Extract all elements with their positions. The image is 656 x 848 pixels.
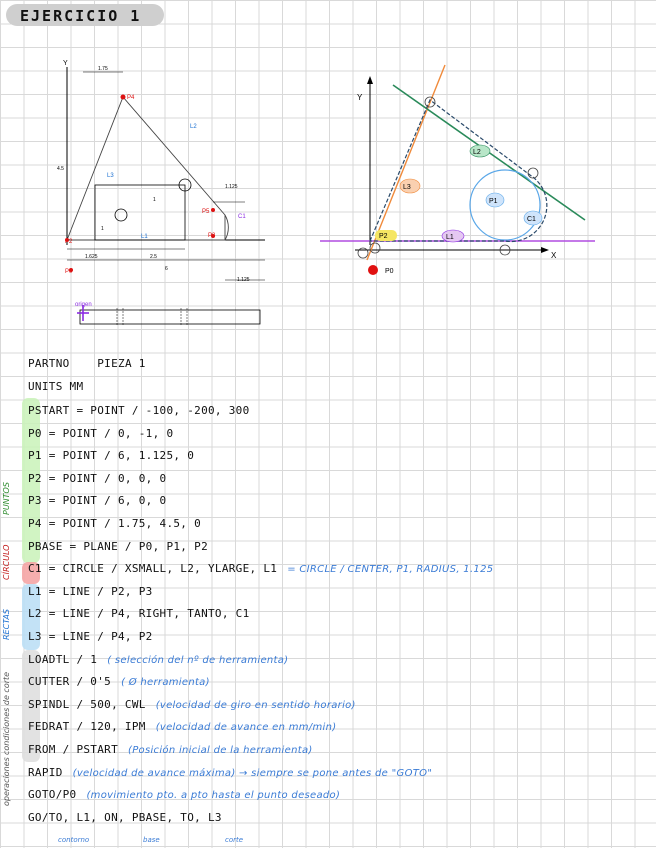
program-code: L1 = LINE / P2, P3 bbox=[28, 584, 153, 598]
title-highlight bbox=[6, 4, 164, 26]
dim-175: 1.75 bbox=[98, 66, 108, 72]
label-c1: C1 bbox=[238, 214, 246, 220]
inner-rect bbox=[95, 185, 185, 240]
program-code: FROM / PSTART bbox=[28, 743, 118, 756]
program-line bbox=[28, 675, 210, 688]
label-c1-right: C1 bbox=[527, 216, 536, 223]
program-code: PBASE = PLANE / P0, P1, P2 bbox=[28, 539, 208, 553]
program-line bbox=[28, 494, 176, 507]
program-line bbox=[28, 404, 260, 417]
label-p0: P0 bbox=[65, 269, 73, 275]
dim-1b: 1 bbox=[101, 226, 104, 232]
program-note: ( Ø herramienta) bbox=[121, 677, 210, 689]
label-l3: L3 bbox=[107, 173, 114, 179]
program-line bbox=[28, 472, 176, 485]
tool-path bbox=[370, 100, 547, 241]
units-line: UNITS MM bbox=[28, 380, 84, 393]
left-drawing bbox=[55, 55, 285, 335]
program-line bbox=[28, 449, 204, 462]
side-label-puntos: PUNTOS bbox=[2, 482, 11, 515]
program-note: (velocidad de giro en sentido horario) bbox=[155, 699, 356, 711]
under-label-base: base bbox=[143, 836, 160, 844]
program-note: ( selección del nº de herramienta) bbox=[107, 654, 289, 666]
program-line bbox=[28, 788, 340, 801]
program-code: P2 = POINT / 0, 0, 0 bbox=[28, 471, 167, 485]
program-code: CUTTER / 0'5 bbox=[28, 675, 112, 689]
program-line bbox=[28, 517, 211, 530]
label-l1: L1 bbox=[141, 234, 148, 240]
program-line bbox=[28, 585, 163, 598]
program-line bbox=[28, 630, 163, 643]
dim-1625: 1.625 bbox=[85, 254, 98, 260]
point-p5 bbox=[211, 208, 215, 212]
program-line bbox=[28, 653, 288, 666]
side-label-condiciones: condiciones de corte bbox=[2, 671, 11, 755]
circle-c1-path bbox=[470, 170, 540, 240]
program-code: RAPID bbox=[28, 765, 63, 779]
program-code: SPINDL / 500, CWL bbox=[28, 697, 146, 711]
side-label-operaciones: operaciones bbox=[2, 757, 11, 806]
program-line bbox=[28, 811, 232, 824]
program-note: (movimiento pto. a pto hasta el punto deseado) bbox=[86, 790, 341, 802]
program-code: PSTART = POINT / -100, -200, 300 bbox=[28, 404, 250, 417]
program-line bbox=[28, 427, 183, 440]
program-code: GOTO/P0 bbox=[28, 788, 77, 802]
program-line bbox=[28, 562, 493, 575]
program-code: L3 = LINE / P4, P2 bbox=[28, 630, 153, 643]
part-arc bbox=[225, 215, 228, 240]
dim-1125a: 1.125 bbox=[225, 184, 238, 190]
partno-line: PARTNO PIEZA 1 bbox=[28, 357, 146, 370]
program-code: LOADTL / 1 bbox=[28, 652, 98, 666]
right-y-axis-label: Y bbox=[357, 93, 363, 102]
program-note: = CIRCLE / CENTER, P1, RADIUS, 1.125 bbox=[287, 564, 494, 576]
label-l3-right: L3 bbox=[403, 184, 411, 191]
origin-label: origen bbox=[75, 302, 92, 308]
program-code: P4 = POINT / 1.75, 4.5, 0 bbox=[28, 517, 202, 530]
side-view bbox=[80, 310, 260, 324]
dim-1a: 1 bbox=[153, 197, 156, 203]
label-l2: L2 bbox=[190, 124, 197, 130]
point-p4 bbox=[121, 95, 126, 100]
label-p5: P5 bbox=[202, 209, 210, 215]
left-y-axis-label: Y bbox=[63, 60, 68, 67]
label-l1-right: L1 bbox=[446, 234, 454, 241]
label-p3: P3 bbox=[208, 233, 216, 239]
side-label-circulo: CÍRCULO bbox=[2, 544, 11, 580]
label-p1-right: P1 bbox=[489, 198, 498, 205]
dim-25: 2.5 bbox=[150, 254, 157, 260]
program-note: (Posición inicial de la herramienta) bbox=[128, 745, 313, 756]
program-line bbox=[28, 607, 260, 620]
side-label-rectas: RECTAS bbox=[2, 609, 11, 640]
label-p2: P2 bbox=[65, 239, 73, 245]
page-title: EJERCICIO 1 bbox=[20, 7, 142, 25]
hole-small bbox=[115, 209, 127, 221]
program-note: (velocidad de avance máxima) → siempre se pone antes de "GOTO" bbox=[72, 767, 433, 779]
label-p2-right: P2 bbox=[379, 233, 388, 240]
dim-6: 6 bbox=[165, 266, 168, 272]
label-p0-right: P0 bbox=[385, 268, 394, 275]
program-line bbox=[28, 540, 218, 553]
program-line bbox=[28, 743, 313, 756]
program-code: P3 = POINT / 6, 0, 0 bbox=[28, 494, 167, 508]
under-label-contorno: contorno bbox=[58, 836, 90, 844]
under-label-corte: corte bbox=[225, 836, 244, 844]
program-code: P1 = POINT / 6, 1.125, 0 bbox=[28, 449, 195, 463]
program-code: C1 = CIRCLE / XSMALL, L2, YLARGE, L1 bbox=[28, 562, 278, 576]
dim-45: 4.5 bbox=[57, 166, 64, 172]
label-p4: P4 bbox=[127, 95, 135, 101]
part-outline bbox=[67, 97, 225, 240]
program-code: L2 = LINE / P4, RIGHT, TANTO, C1 bbox=[28, 607, 250, 621]
program-line bbox=[28, 698, 356, 711]
label-l2-right: L2 bbox=[473, 149, 481, 156]
program-line bbox=[28, 766, 432, 779]
right-drawing bbox=[315, 60, 605, 285]
program-code: GO/TO, L1, ON, PBASE, TO, L3 bbox=[28, 810, 222, 824]
program-code: P0 = POINT / 0, -1, 0 bbox=[28, 426, 174, 440]
point-p0-marker bbox=[368, 265, 378, 275]
program-note: (velocidad de avance en mm/min) bbox=[155, 722, 337, 734]
program-line bbox=[28, 720, 336, 733]
program-code: FEDRAT / 120, IPM bbox=[28, 720, 146, 734]
right-x-axis-label: X bbox=[551, 251, 557, 260]
dim-1125b: 1.125 bbox=[237, 277, 250, 283]
